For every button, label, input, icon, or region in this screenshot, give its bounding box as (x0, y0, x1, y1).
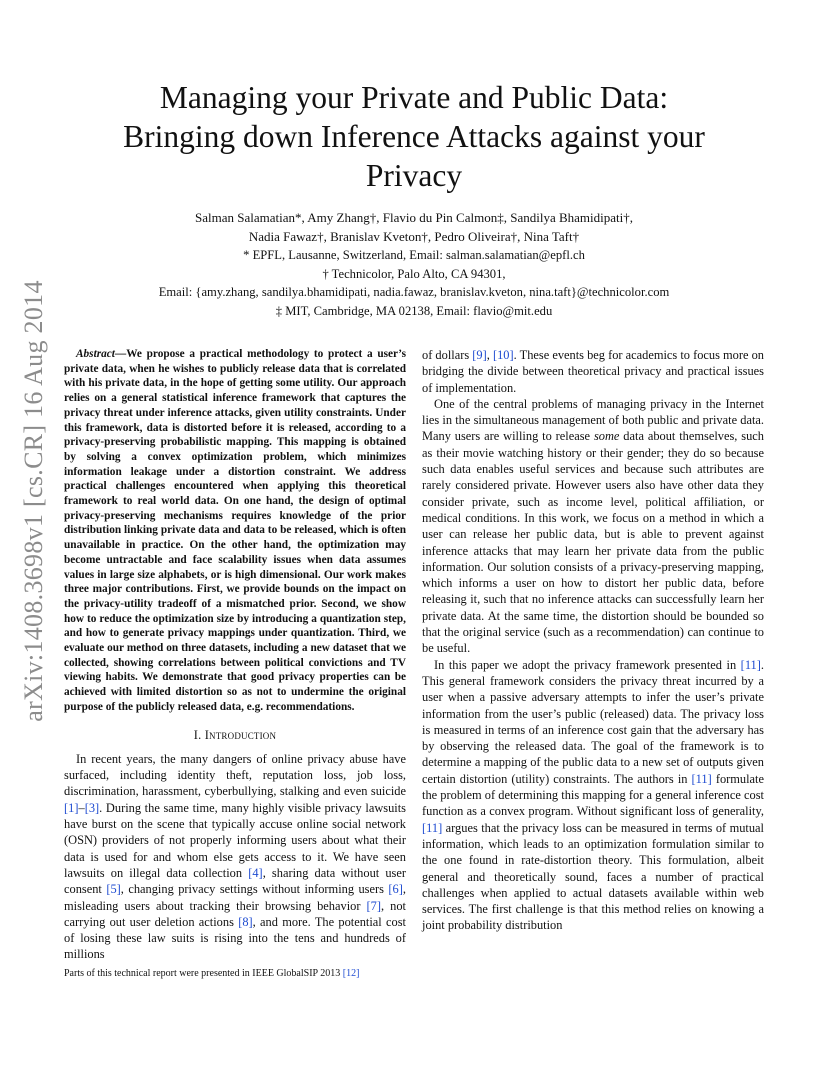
arxiv-sidebar-stamp (19, 262, 49, 740)
author-line-1: Salman Salamatian*, Amy Zhang†, Flavio du Pin Calmon‡, Sandilya Bhamidipati†, (195, 210, 633, 225)
affiliation-technicolor-email: Email: {amy.zhang, sandilya.bhamidipati, nadia.fawaz, branislav.kveton, nina.taft}@technicolor.com (158, 285, 670, 300)
text-span: , not carrying out user deletion actions (64, 898, 407, 929)
emphasis: some (593, 429, 620, 444)
citation-link[interactable]: [ 6 ] (388, 882, 402, 896)
right-column (422, 347, 764, 934)
text-span: , sharing data without user consent (64, 865, 406, 897)
citation-link[interactable]: [ 1 ] (64, 801, 78, 815)
left-column (64, 347, 406, 963)
citation-link[interactable]: [ 11 ] (692, 772, 712, 786)
body-paragraph-framework (422, 657, 764, 934)
abstract-text: —We propose a practical methodology to protect a user’s private data, when he wishes to publicly release data that is correlated with his private data, in the hope of getting some utility. Our approach relies on a general statistical inference framework that captures the privacy threat under inference attacks, given utility constraints. Under this framework, data is distorted before it is released, according to a privacy-preserving probabilistic mapping. This mapping is obtained by solving a convex optimization problem, which minimizes information leakage under a distortion constraint. We address practical challenges encountered when applying this theoretical framework to real world data. On one hand, the design of optimal privacy-preserving mechanisms requires knowledge of the prior distribution linking private data and data to be released, which is often unavailable in practice. On the other hand, the optimization may become untractable and face scalability issues when data assumes values in large size alphabets, or is high dimensional. Our work makes three major contributions. First, we provide bounds on the impact on the privacy-utility tradeoff of a mismatched prior. Second, we show how to reduce the optimization size by introducing a quantization step, and how to generate privacy mappings under quantization. Third, we evaluate our method on three datasets, including a new dataset that we collected, showing correlations between political convictions and TV viewing habits. We demonstrate that good privacy properties can be achieved with limited distortion so as not to undermine the original purpose of the publicly released data, e.g. recommendations. (64, 348, 406, 713)
title-line-1: Managing your Private and Public Data: (159, 80, 669, 115)
body-paragraph-continued (422, 347, 764, 396)
footnote (64, 967, 764, 980)
text-span: One of the central problems of managing privacy in the Internet lies in the simultaneous management of both public and private data. Many users are willing to release (422, 396, 764, 444)
text-span: , changing privacy settings without informing users (120, 882, 389, 897)
section-heading-introduction (64, 727, 406, 743)
author-line-2: Nadia Fawaz†, Branislav Kveton†, Pedro Oliveira†, Nina Taft† (248, 228, 580, 244)
title-line-2: Bringing down Inference Attacks against your (123, 119, 705, 154)
arxiv-id: arXiv:1408.3698v1 [cs.CR] 16 Aug 2014 (19, 280, 48, 722)
intro-paragraph-1 (64, 751, 406, 963)
citation-link[interactable]: [ 7 ] (367, 899, 381, 913)
text-span: – (78, 800, 85, 815)
text-span: . These events beg for academics to focus more on bridging the divide between theoretical privacy and practical issues of implementation. (422, 348, 764, 395)
citation-link[interactable]: [ 11 ] (422, 821, 442, 835)
citation-link[interactable]: [ 10 ] (493, 348, 514, 362)
body-paragraph-central-problem (422, 396, 764, 657)
abstract (64, 347, 406, 715)
citation-link[interactable]: [ 11 ] (741, 658, 761, 672)
section-title: Introduction (204, 727, 277, 742)
abstract-lead: Abstract (76, 348, 115, 360)
text-span: , misleading users about tracking their browsing behavior (64, 882, 406, 913)
citation-link[interactable]: [ 4 ] (248, 866, 262, 880)
affiliation-epfl: * EPFL, Lausanne, Switzerland, Email: salman.salamatian@epfl.ch (243, 248, 585, 263)
text-span: argues that the privacy loss can be measured in terms of mutual information, which leads to an optimization formulation similar to the one found in rate-distortion theory. This formulation, albeit general and theoretically sound, faces a number of practical challenges when applied to actual datasets available within web services. The first challenge is that this method relies on knowing a joint probability distribution (422, 820, 764, 933)
text-span: formulate the problem of determining this mapping for a general inference cost function as a convex program. Without significant loss of generality, (422, 771, 764, 819)
citation-link[interactable]: [ 3 ] (85, 801, 99, 815)
title-line-3: Privacy (365, 158, 463, 193)
citation-link[interactable]: [ 5 ] (106, 882, 120, 896)
text-span: of dollars (422, 348, 473, 362)
section-number: I. (193, 727, 205, 742)
text-span: , (486, 348, 493, 362)
footnote-text: Parts of this technical report were presented in IEEE GlobalSIP 2013 (64, 968, 343, 979)
citation-link[interactable]: [ 9 ] (472, 348, 486, 362)
affiliation-technicolor: † Technicolor, Palo Alto, CA 94301, (322, 266, 506, 281)
citation-link[interactable]: [ 12 ] (343, 968, 360, 979)
affiliation-mit: ‡ MIT, Cambridge, MA 02138, Email: flavio@mit.edu (275, 303, 553, 318)
text-span: . This general framework considers the privacy threat incurred by a user when a passive adversary attempts to infer the user’s private information from the user’s public (released) data. The privacy loss is measured in terms of an inference cost gain that the adversary has by observing the released data. The goal of the framework is to determine a mapping of the public data to a new set of outputs given certain distortion (utility) constraints. The authors in (422, 657, 764, 786)
author-block (70, 209, 758, 321)
text-span: . During the same time, many highly visible privacy lawsuits have burst on the scene that typically accuse online social network (OSN) providers of not properly informing users about what their data is used for and whom else gets access to it. We have seen lawsuits on illegal data collection (64, 800, 406, 880)
text-span: In this paper we adopt the privacy framework presented in (434, 657, 741, 672)
paper-title (70, 78, 758, 195)
text-span: data about themselves, such as their movie watching history or their gender; they do so because such data enables useful services and because such attributes are rarely considered private. However users also have other data they consider private, such as income level, political affiliation, or medical conditions. In this work, we focus on a method in which a user can release her public data, but is able to prevent against inference attacks that may learn her private data from the public information. Our solution consists of a privacy-preserving mapping, which informs a user on how to distort her public data, before releasing it, such that no inference attacks can successfully learn her private data. At the same time, the distortion should be bounded so that the original service (such as a recommendation) can continue to be useful. (422, 429, 764, 656)
text-span: , and more. The potential cost of losing these law suits is rising into the tens and hundreds of millions (64, 914, 406, 962)
text-span: In recent years, the many dangers of online privacy abuse have surfaced, including identity theft, reputation loss, job loss, discrimination, harassment, cyberbullying, stalking and even suicide (64, 751, 406, 799)
citation-link[interactable]: [ 8 ] (238, 915, 252, 929)
